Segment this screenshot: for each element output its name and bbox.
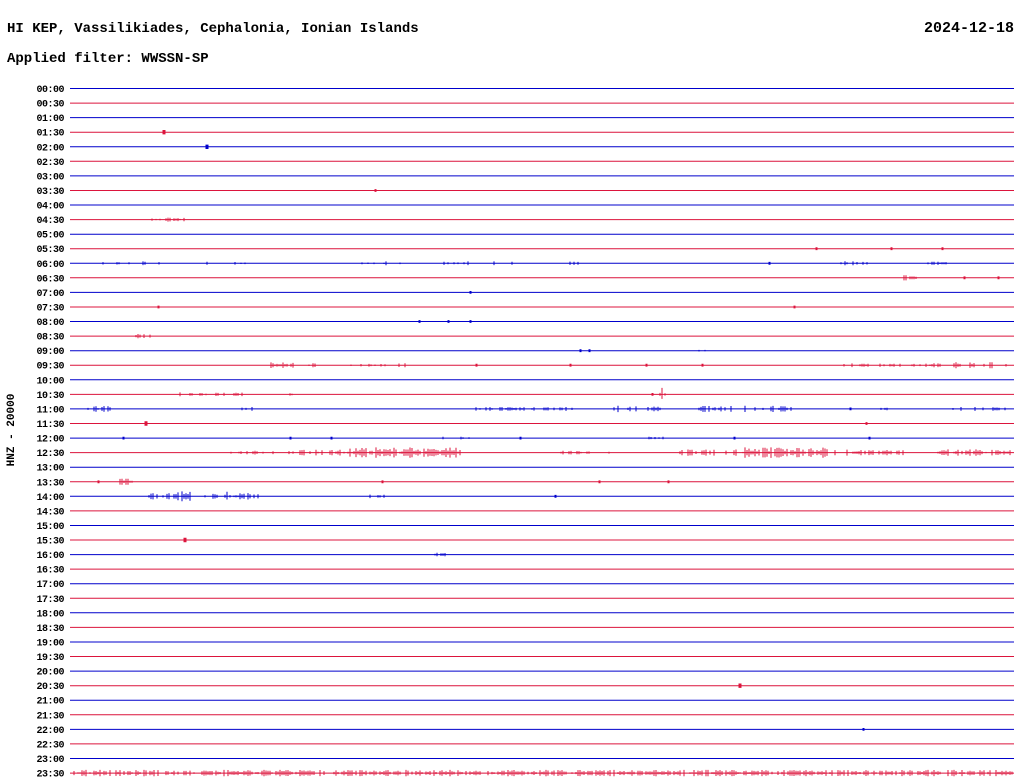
trace-row-1330 xyxy=(70,479,1014,485)
row-time-label: 07:30 xyxy=(36,303,64,315)
trace-row-0700 xyxy=(70,291,1014,294)
trace-row-1230 xyxy=(70,447,1014,458)
row-time-label: 21:30 xyxy=(36,711,64,723)
row-time-label: 02:30 xyxy=(36,157,64,169)
row-time-label: 22:30 xyxy=(36,740,64,752)
row-time-label: 16:30 xyxy=(36,565,64,577)
row-time-label: 21:00 xyxy=(36,696,64,708)
trace-row-1400 xyxy=(70,491,1014,501)
station-title: HI KEP, Vassilikiades, Cephalonia, Ionian Islands xyxy=(7,21,419,37)
row-time-label: 15:00 xyxy=(36,522,64,533)
trace-row-2030 xyxy=(70,684,1014,688)
row-time-label: 01:30 xyxy=(36,128,64,140)
trace-row-0430 xyxy=(70,218,1014,222)
row-time-label: 02:00 xyxy=(36,143,64,155)
row-time-label: 09:00 xyxy=(36,347,64,359)
trace-row-0600 xyxy=(70,261,1014,265)
row-time-label: 08:00 xyxy=(36,318,64,329)
row-time-label: 11:30 xyxy=(36,420,64,431)
trace-row-1130 xyxy=(70,421,1014,425)
row-time-label: 06:00 xyxy=(36,259,64,271)
row-time-label: 20:30 xyxy=(36,682,64,694)
trace-row-1030 xyxy=(70,388,1014,399)
row-time-label: 12:30 xyxy=(36,449,64,461)
trace-row-0830 xyxy=(70,334,1014,338)
trace-row-0530 xyxy=(70,247,1014,250)
row-time-label: 01:00 xyxy=(36,114,64,126)
channel-scale-axis-label: HNZ - 20000 xyxy=(6,393,18,467)
row-time-label: 13:30 xyxy=(36,478,64,490)
trace-row-1100 xyxy=(70,406,1014,412)
date-label: 2024-12-18 xyxy=(923,20,1014,37)
trace-row-0800 xyxy=(70,320,1014,323)
trace-row-0330 xyxy=(70,189,1014,192)
trace-row-0130 xyxy=(70,130,1014,134)
row-time-label: 09:30 xyxy=(36,361,64,373)
row-time-label: 03:00 xyxy=(36,172,64,184)
trace-row-1200 xyxy=(70,437,1014,440)
row-time-label: 08:30 xyxy=(36,332,64,344)
row-time-label: 10:30 xyxy=(36,390,64,402)
row-time-label: 00:30 xyxy=(36,99,64,111)
row-time-label: 12:00 xyxy=(36,434,64,446)
row-time-label: 03:30 xyxy=(36,187,64,198)
trace-row-1530 xyxy=(70,538,1014,542)
row-time-label: 13:00 xyxy=(36,463,64,475)
row-time-label: 22:00 xyxy=(36,725,64,737)
trace-row-0630 xyxy=(70,275,1014,280)
row-time-label: 05:30 xyxy=(36,245,64,257)
trace-row-0200 xyxy=(70,145,1014,149)
trace-row-2200 xyxy=(70,728,1014,731)
trace-row-0900 xyxy=(70,349,1014,352)
trace-row-0730 xyxy=(70,306,1014,309)
row-time-label: 06:30 xyxy=(36,274,64,286)
row-time-label: 04:30 xyxy=(36,216,64,228)
trace-row-2330 xyxy=(70,770,1014,776)
row-time-label: 18:30 xyxy=(36,623,64,635)
row-time-label: 20:00 xyxy=(36,667,64,679)
trace-row-1600 xyxy=(70,553,1014,557)
row-time-label: 19:30 xyxy=(36,653,64,664)
row-time-label: 18:00 xyxy=(36,609,64,621)
row-time-label: 04:00 xyxy=(36,201,64,213)
row-time-label: 19:00 xyxy=(36,638,64,650)
row-time-label: 07:00 xyxy=(36,288,64,300)
row-time-label: 10:00 xyxy=(36,376,64,388)
filter-label: Applied filter: WWSSN-SP xyxy=(7,51,209,67)
row-time-label: 14:30 xyxy=(36,507,64,519)
row-time-label: 16:00 xyxy=(36,551,64,563)
row-time-label: 23:00 xyxy=(36,755,64,766)
trace-row-0930 xyxy=(70,362,1014,368)
row-time-label: 17:00 xyxy=(36,580,64,592)
row-time-label: 15:30 xyxy=(36,536,64,548)
row-time-label: 17:30 xyxy=(36,594,64,606)
row-time-label: 23:30 xyxy=(36,769,64,780)
row-time-label: 00:00 xyxy=(36,85,64,96)
row-time-label: 05:00 xyxy=(36,230,64,242)
row-time-label: 14:00 xyxy=(36,492,64,504)
row-time-label: 11:00 xyxy=(36,405,64,417)
